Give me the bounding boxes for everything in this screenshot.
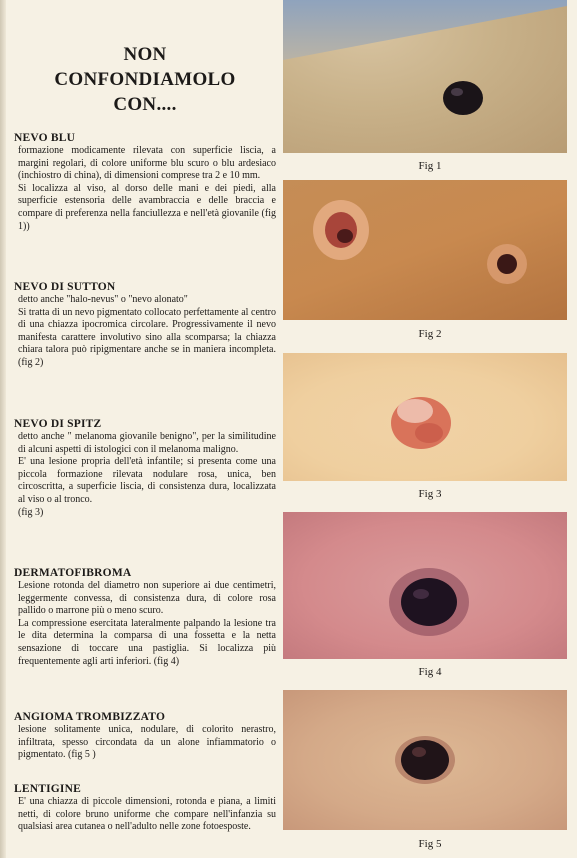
section-heading: DERMATOFIBROMA xyxy=(14,567,132,579)
lesion-thrombosed-angioma xyxy=(283,690,567,830)
title-line: CON.... xyxy=(113,94,177,115)
figure-1-caption: Fig 1 xyxy=(418,160,442,172)
section-dermatofibroma xyxy=(14,566,276,668)
figure-3-photo xyxy=(283,353,567,481)
title-line: NON xyxy=(123,44,167,65)
text-column xyxy=(14,0,276,858)
section-paragraph: Si tratta di un nevo pigmentato collocato perfettamente al centro di una chiazza ipocromica circolare. Progressivamente il nevo manifesta carattere involutivo sino alla scomparsa; la chiazza chiara talora può ripigmentare anche se in maniera incompleta. (fig 2) xyxy=(18,306,276,368)
section-paragraph: Lesione rotonda del diametro non superiore ai due centimetri, leggermente convessa, di consistenza dura, di colore rosa pallido o marrone più o meno scuro. xyxy=(18,580,276,617)
section-lentigine xyxy=(14,782,276,834)
section-paragraph: (fig 3) xyxy=(18,506,44,518)
section-paragraph: La compressione esercitata lateralmente palpando la lesione tra le dita determina la comparsa di una fossetta e la netta sensazione di toccare una pastiglia. Si localizza più frequentemente agli arti inferiori. (fig 4) xyxy=(18,617,276,667)
figure-2-caption: Fig 2 xyxy=(418,328,442,340)
section-paragraph: Si localizza al viso, al dorso delle mani e dei piedi, alla superficie estensoria delle avambraccia e delle braccia e compare di preferenza nella fanciullezza e nell'età giovanile (fig 1)) xyxy=(18,182,276,232)
section-paragraph: detto anche " melanoma giovanile benigno", per la similitudine di alcuni aspetti di istologici con il melanoma maligno. xyxy=(18,431,276,455)
section-nevo-di-spitz xyxy=(14,417,276,519)
figure-column xyxy=(283,0,577,858)
figure-4-caption: Fig 4 xyxy=(418,666,442,678)
lesion-spitz-nevus xyxy=(283,353,567,481)
title-line: CONFONDIAMOLO xyxy=(54,69,236,90)
section-heading: ANGIOMA TROMBIZZATO xyxy=(14,711,166,723)
figure-5-photo xyxy=(283,690,567,830)
section-paragraph: E' una lesione propria dell'età infantile; si presenta come una piccola formazione rilevata nodulare rosa, unica, ben circoscritta, a superficie liscia, di consistenza dura, localizzata al viso o al tronco. xyxy=(18,456,276,505)
section-heading: NEVO DI SUTTON xyxy=(14,281,116,293)
figure-5-caption: Fig 5 xyxy=(418,838,442,850)
section-nevo-di-sutton xyxy=(14,280,276,370)
figure-2-photo xyxy=(283,180,567,320)
lesion-dermatofibroma xyxy=(283,512,567,659)
page-title xyxy=(14,42,276,117)
page-edge xyxy=(0,0,6,858)
section-heading: NEVO DI SPITZ xyxy=(14,418,102,430)
figure-3-caption: Fig 3 xyxy=(418,488,442,500)
figure-1-photo xyxy=(283,0,567,153)
section-angioma-trombizzato xyxy=(14,710,276,762)
lesion-blue-nevus xyxy=(283,0,567,153)
lesion-halo-nevus xyxy=(283,180,567,320)
section-paragraph: formazione modicamente rilevata con superficie liscia, a margini regolari, di colore uniforme blu scuro o blu ardesiaco (inchiostro di china), di dimensioni comprese tra 2 e 10 mm. xyxy=(18,145,276,182)
section-paragraph: E' una chiazza di piccole dimensioni, rotonda e piana, a limiti netti, di colore bruno uniforme che compare nell'infanzia su qualsiasi area cutanea o nell'adulto nelle zone fotoesposte. xyxy=(18,796,276,833)
figure-4-photo xyxy=(283,512,567,659)
section-paragraph: detto anche "halo-nevus" o "nevo alonato" xyxy=(18,294,188,305)
section-heading: NEVO BLU xyxy=(14,132,76,144)
section-paragraph: lesione solitamente unica, nodulare, di colorito nerastro, infiltrata, spesso circondata da un alone infiammatorio o pigmentato. (fig 5 ) xyxy=(18,724,276,761)
section-heading: LENTIGINE xyxy=(14,783,81,795)
section-nevo-blu xyxy=(14,131,276,233)
